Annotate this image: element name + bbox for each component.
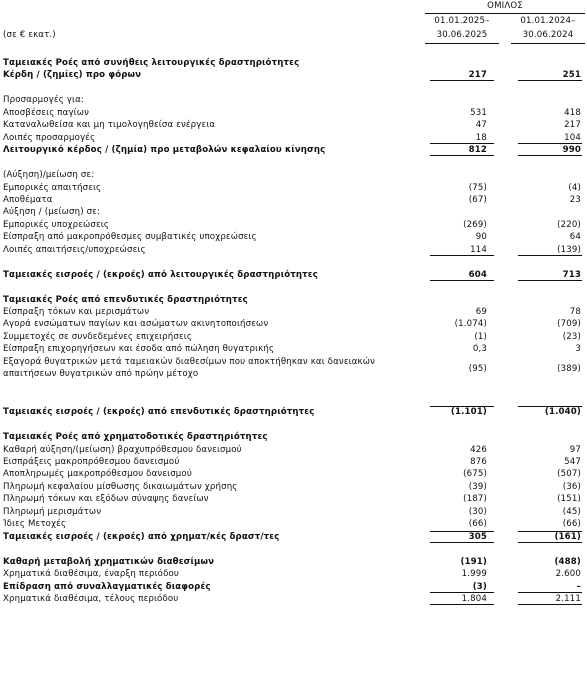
value-2025: (66): [468, 519, 487, 530]
period-2025-rule: [425, 43, 499, 44]
statement-row: [0, 194, 587, 206]
value-2025: 305: [468, 531, 487, 542]
value-2024: 547: [564, 457, 581, 467]
spacer-row: [0, 394, 587, 406]
bottom-rule: [430, 604, 494, 605]
value-2025: 69: [475, 307, 487, 317]
value-2025: 604: [468, 269, 487, 280]
row-label: Ίδιες Μετοχές: [3, 519, 67, 530]
value-2024: 2.111: [555, 593, 581, 604]
row-label: Είσπραξη τόκων και μερισμάτων: [3, 307, 150, 317]
row-label: Πληρωμή μερισμάτων: [3, 506, 102, 517]
period-2024-end: 30.06.2024: [522, 30, 574, 40]
spacer-row: [0, 543, 587, 555]
value-2024: 78: [569, 307, 581, 317]
period-2024-header-end: [511, 28, 585, 42]
statement-row: [0, 568, 587, 580]
value-2024: 97: [569, 444, 581, 455]
value-2024: 64: [569, 232, 581, 243]
period-2025-header: [425, 14, 499, 28]
spacer-row: [0, 157, 587, 169]
value-2024: (389): [557, 363, 581, 374]
value-2024: 251: [562, 70, 581, 81]
spacer-row: [0, 256, 587, 268]
value-2024: (1.040): [544, 407, 581, 418]
value-2025: (269): [463, 219, 487, 230]
statement-row: [0, 531, 587, 543]
value-2025: (67): [468, 194, 487, 205]
value-2025: (95): [468, 363, 487, 374]
statement-row: [0, 57, 587, 69]
statement-row: [0, 269, 587, 281]
statement-row: [0, 356, 587, 381]
value-2025: (3): [472, 581, 487, 592]
statement-row: [0, 556, 587, 568]
statement-row: [0, 219, 587, 231]
value-2025: 114: [470, 244, 487, 255]
value-2024: (220): [557, 219, 581, 230]
row-label: Αγορά ενσώματων παγίων και ασώματων ακινητοποιήσεων: [3, 319, 269, 330]
statement-row: [0, 456, 587, 468]
value-2024: 418: [564, 107, 581, 118]
value-2025: (187): [463, 494, 487, 505]
value-2025: 1.999: [461, 569, 487, 580]
statement-row: [0, 294, 587, 306]
row-label: Ταμειακές Ροές από χρηματοδοτικές δραστηριότητες: [3, 432, 268, 443]
row-label: Λοιπές προσαρμογές: [3, 132, 96, 143]
statement-row: [0, 331, 587, 343]
row-label: Κέρδη / (ζημίες) προ φόρων: [3, 70, 142, 81]
statement-row: [0, 581, 587, 593]
period-2024-start: 01.01.2024–: [520, 16, 576, 26]
top-rule: [518, 531, 582, 532]
value-2025: (30): [468, 506, 487, 517]
row-label: Είσπραξη από μακροπρόθεσμες συμβατικές υποχρεώσεις: [3, 232, 257, 243]
statement-row: [0, 107, 587, 119]
value-2024: 104: [564, 132, 581, 143]
statement-row: [0, 182, 587, 194]
row-label: Επίδραση από συναλλαγματικές διαφορές: [3, 581, 211, 592]
value-2024: (507): [557, 469, 581, 480]
row-label: Εξαγορά θυγατρικών μετά ταμειακών διαθεσίμων που αποκτήθηκαν και δανειακών απαιτήσεων θυγατρικών από πρώην μέτοχο: [3, 356, 376, 379]
value-2024: (45): [562, 506, 581, 517]
units-label: (σε € εκατ.): [3, 30, 56, 40]
value-2025: (1.074): [454, 319, 487, 330]
row-label: Ταμειακές εισροές / (εκροές) από χρηματ/κές δραστ/τες: [3, 531, 280, 542]
value-2024: (36): [562, 481, 581, 492]
bottom-rule: [518, 604, 582, 605]
period-2025-header-end: [425, 28, 499, 42]
row-label: Χρηματικά διαθέσιμα, τέλους περιόδου: [3, 593, 179, 604]
spacer-row: [0, 281, 587, 293]
top-rule: [518, 406, 582, 407]
group-header: ΟΜΙΛΟΣ: [487, 1, 523, 11]
value-2025: (75): [468, 182, 487, 193]
statement-row: [0, 318, 587, 330]
period-2025-start: 01.01.2025–: [434, 16, 490, 26]
period-2024-rule: [511, 43, 585, 44]
value-2025: (191): [460, 556, 487, 567]
statement-row: [0, 69, 587, 81]
value-2024: 990: [562, 145, 581, 156]
statement-row: [0, 231, 587, 243]
statement-row: [0, 132, 587, 144]
row-label: Λειτουργικό κέρδος / (ζημία) προ μεταβολών κεφαλαίου κίνησης: [3, 145, 326, 156]
value-2024: –: [576, 581, 581, 592]
row-label: Συμμετοχές σε συνδεδεμένες επιχειρήσεις: [3, 331, 193, 342]
row-label: Πληρωμή τόκων και εξόδων σύναψης δανείων: [3, 494, 209, 505]
row-label: Καταναλωθείσα και μη τιμολογηθείσα ενέργεια: [3, 120, 216, 131]
value-2024: 713: [562, 269, 581, 280]
row-label: Αποσβέσεις παγίων: [3, 107, 90, 118]
row-label: Αποπληρωμές μακροπρόθεσμου δανεισμού: [3, 469, 192, 480]
value-2025: 426: [470, 444, 487, 455]
value-2024: (709): [557, 319, 581, 330]
value-2024: (139): [557, 244, 581, 255]
row-label: Εμπορικές υποχρεώσεις: [3, 219, 110, 230]
value-2024: 2.600: [555, 569, 581, 580]
statement-row: [0, 506, 587, 518]
statement-row: [0, 343, 587, 355]
value-2025: (675): [463, 469, 487, 480]
value-2025: 531: [470, 107, 487, 118]
statement-row: [0, 444, 587, 456]
statement-row: [0, 468, 587, 480]
value-2025: 217: [468, 70, 487, 81]
value-2024: (161): [554, 531, 581, 542]
value-2024: (4): [568, 182, 581, 193]
period-2025-end: 30.06.2025: [436, 30, 488, 40]
row-label: Καθαρή αύξηση/(μείωση) βραχυπρόθεσμου δανεισμού: [3, 444, 242, 455]
statement-row: [0, 169, 587, 181]
value-2025: 812: [468, 145, 487, 156]
row-label: Λοιπές απαιτήσεις/υποχρεώσεις: [3, 244, 146, 255]
row-label: (Αύξηση)/μείωση σε:: [3, 170, 95, 181]
row-label: Είσπραξη επιχορηγήσεων και έσοδα από πώληση θυγατρικής: [3, 344, 275, 355]
value-2025: 47: [475, 120, 487, 131]
value-2025: 0,3: [472, 344, 487, 355]
statement-row: [0, 431, 587, 443]
row-label: Ταμειακές Ροές από επενδυτικές δραστηριότητες: [3, 294, 248, 305]
value-2025: 90: [475, 232, 487, 243]
statement-row: [0, 406, 587, 418]
statement-row: [0, 119, 587, 131]
value-2025: (1): [474, 331, 487, 342]
statement-row: [0, 518, 587, 530]
spacer-row: [0, 381, 587, 393]
row-label: Ταμειακές εισροές / (εκροές) από λειτουργικές δραστηριότητες: [3, 269, 318, 280]
value-2024: (66): [562, 519, 581, 530]
value-2024: (23): [562, 331, 581, 342]
value-2024: 217: [564, 120, 581, 131]
row-label: Αύξηση / (μείωση) σε:: [3, 207, 101, 218]
value-2025: (39): [468, 481, 487, 492]
statement-row: [0, 94, 587, 106]
statement-row: [0, 144, 587, 156]
row-label: Ταμειακές εισροές / (εκροές) από επενδυτικές δραστηριότητες: [3, 407, 315, 418]
statement-row: [0, 306, 587, 318]
statement-row: [0, 481, 587, 493]
row-label: Εισπράξεις μακροπρόθεσμου δανεισμού: [3, 457, 180, 467]
value-2024: (151): [557, 494, 581, 505]
value-2025: (1.101): [450, 407, 487, 418]
value-2025: 1.804: [461, 593, 487, 604]
period-2024-header: [511, 14, 585, 28]
row-label: Προσαρμογές για:: [3, 95, 84, 106]
row-label: Αποθέματα: [3, 194, 53, 205]
statement-row: [0, 493, 587, 505]
value-2025: 876: [470, 457, 487, 467]
row-label: Εμπορικές απαιτήσεις: [3, 182, 102, 193]
row-label: Ταμειακές Ροές από συνήθεις λειτουργικές δραστηριότητες: [3, 58, 300, 68]
value-2025: 18: [475, 132, 487, 143]
value-2024: 23: [569, 194, 581, 205]
row-label: Πληρωμή κεφαλαίου μίσθωσης δικαιωμάτων χρήσης: [3, 481, 238, 492]
statement-row: [0, 206, 587, 218]
row-label: Χρηματικά διαθέσιμα, έναρξη περιόδου: [3, 569, 180, 580]
value-2024: 3: [575, 344, 581, 355]
statement-row: [0, 244, 587, 256]
statement-row: [0, 593, 587, 605]
spacer-row: [0, 419, 587, 431]
row-label: Καθαρή μεταβολή χρηματικών διαθεσίμων: [3, 556, 215, 567]
spacer-row: [0, 82, 587, 94]
top-rule: [430, 531, 494, 532]
top-rule: [430, 406, 494, 407]
value-2024: (488): [554, 556, 581, 567]
